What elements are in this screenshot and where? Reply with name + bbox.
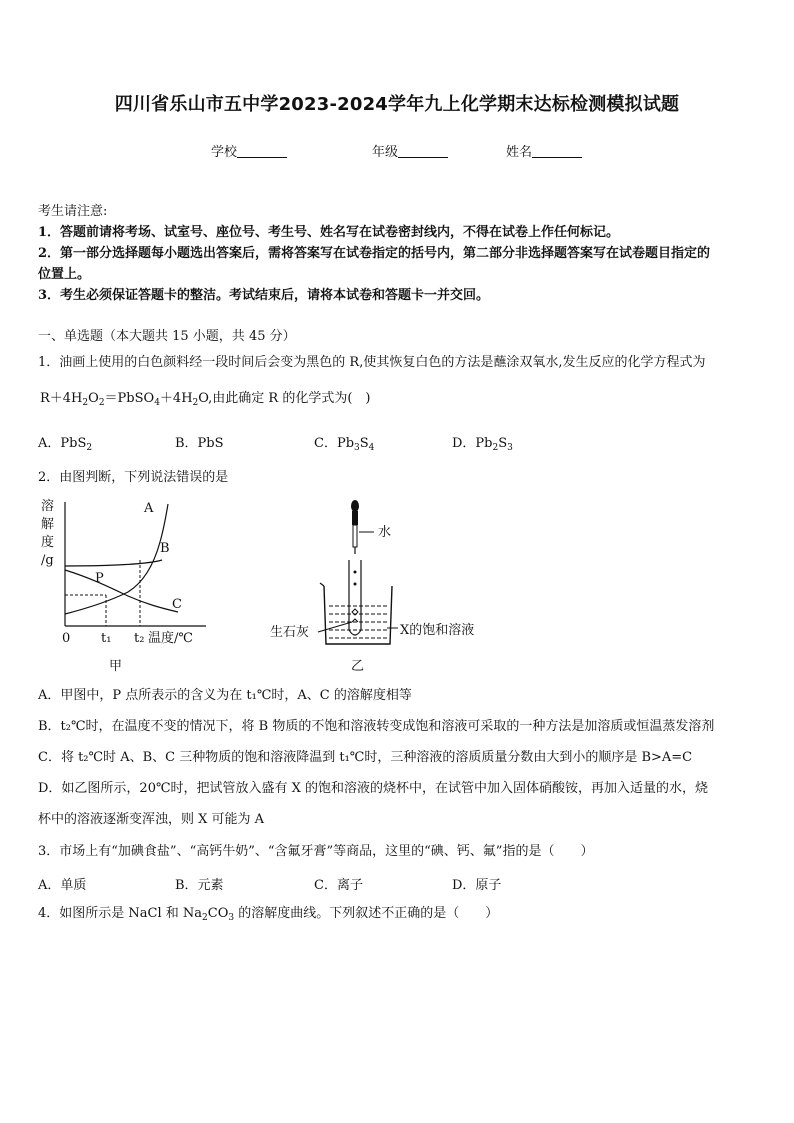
curve-c-label: C	[172, 597, 182, 612]
notice-heading: 考生请注意:	[38, 204, 108, 219]
q2-stem: 2．由图判断，下列说法错误的是	[38, 470, 229, 485]
q2-option-d-cont: 杯中的溶液逐渐变浑浊，则 X 可能为 A	[38, 812, 265, 827]
curve-b-label: B	[160, 541, 170, 556]
name-field[interactable]	[506, 141, 582, 160]
notice-item-3: 3．考生必须保证答题卡的整洁。考试结束后，请将本试卷和答题卡一并交回。	[38, 288, 490, 303]
test-tube-icon	[349, 560, 361, 635]
q3-option-b[interactable]: B．元素	[175, 878, 224, 893]
name-blank[interactable]	[532, 145, 582, 158]
point-p-label: P	[95, 571, 104, 586]
t2-label: t₂	[134, 631, 145, 646]
quicklime-label: 生石灰	[270, 625, 310, 640]
solubility-graph	[36, 494, 216, 674]
t1-label: t₁	[101, 631, 112, 646]
beaker-apparatus	[266, 494, 496, 674]
grade-field[interactable]	[372, 141, 448, 160]
name-label: 姓名	[506, 145, 533, 160]
ylabel-char-3: 度	[41, 535, 55, 550]
xlabel: 温度/℃	[148, 631, 193, 646]
ylabel-char-2: 解	[41, 517, 55, 532]
page-title: 四川省乐山市五中学2023-2024学年九上化学期末达标检测模拟试题	[114, 94, 680, 115]
grade-label: 年级	[372, 145, 399, 160]
school-field[interactable]	[211, 141, 287, 160]
solution-label: X的饱和溶液	[400, 623, 475, 638]
q4-stem: 4．如图所示是 NaCl 和 $Na_2CO_3$ 的溶解度曲线。下列叙述不正确的是（ ）	[38, 906, 499, 923]
q2-option-c[interactable]: C．将 t₂℃时 A、B、C 三种物质的饱和溶液降温到 t₁℃时，三种溶液的溶质质量分数由大到小的顺序是 B>A=C	[38, 750, 693, 765]
q3-option-d[interactable]: D．原子	[452, 878, 502, 893]
curve-a	[65, 504, 168, 614]
curve-a-label: A	[144, 501, 154, 516]
q1-option-a[interactable]: A．PbS$_2$	[38, 436, 93, 453]
q2-option-d[interactable]: D．如乙图所示，20℃时，把试管放入盛有 X 的饱和溶液的烧杯中，在试管中加入固体硝酸铵，再加入适量的水，烧	[38, 781, 709, 796]
figure-a-caption: 甲	[109, 659, 123, 674]
section-heading: 一、单选题（本大题共 15 小题，共 45 分）	[38, 329, 296, 344]
ylabel-char-4: /g	[41, 553, 54, 568]
q3-stem: 3．市场上有“加碘食盐”、“高钙牛奶”、“含氟牙膏”等商品，这里的“碘、钙、氟”指的是（ ）	[38, 844, 594, 859]
ylabel-char-1: 溶	[41, 499, 55, 514]
q1-option-b[interactable]: B．PbS	[175, 436, 224, 451]
origin-label: 0	[62, 631, 71, 646]
figure-b-caption: 乙	[351, 659, 365, 674]
q2-option-a[interactable]: A．甲图中，P 点所表示的含义为在 t₁℃时，A、C 的溶解度相等	[38, 688, 412, 703]
water-label: 水	[378, 525, 392, 540]
school-blank[interactable]	[237, 145, 287, 158]
q1-option-d[interactable]: D．$Pb_2S_3$	[452, 436, 513, 453]
curve-b	[65, 560, 162, 566]
notice-item-2-cont: 位置上。	[38, 267, 91, 282]
q1-stem: 1．油画上使用的白色颜料经一段时间后会变为黑色的 R,使其恢复白色的方法是蘸涂双氧水,发生反应的化学方程式为	[38, 355, 706, 370]
grade-blank[interactable]	[398, 145, 448, 158]
notice-item-2: 2．第一部分选择题每小题选出答案后，需将答案写在试卷指定的括号内，第二部分非选择题答案写在试卷题目指定的	[38, 246, 711, 261]
q2-option-b[interactable]: B．t₂℃时，在温度不变的情况下，将 B 物质的不饱和溶液转变成饱和溶液可采取的一种方法是加溶质或恒温蒸发溶剂	[38, 719, 715, 734]
q3-option-c[interactable]: C．离子	[314, 878, 363, 893]
school-label: 学校	[211, 145, 238, 160]
q3-option-a[interactable]: A．单质	[38, 878, 87, 893]
q1-equation: $R+4H_2O_2=PbSO_4+4H_2O$,由此确定 R 的化学式为( )	[40, 391, 371, 408]
curve-c	[65, 570, 178, 612]
q1-option-c[interactable]: C．$Pb_3S_4$	[314, 436, 375, 453]
dropper-icon	[351, 500, 359, 554]
notice-item-1: 1．答题前请将考场、试室号、座位号、考生号、姓名写在试卷密封线内，不得在试卷上作任何标记。	[38, 225, 620, 240]
